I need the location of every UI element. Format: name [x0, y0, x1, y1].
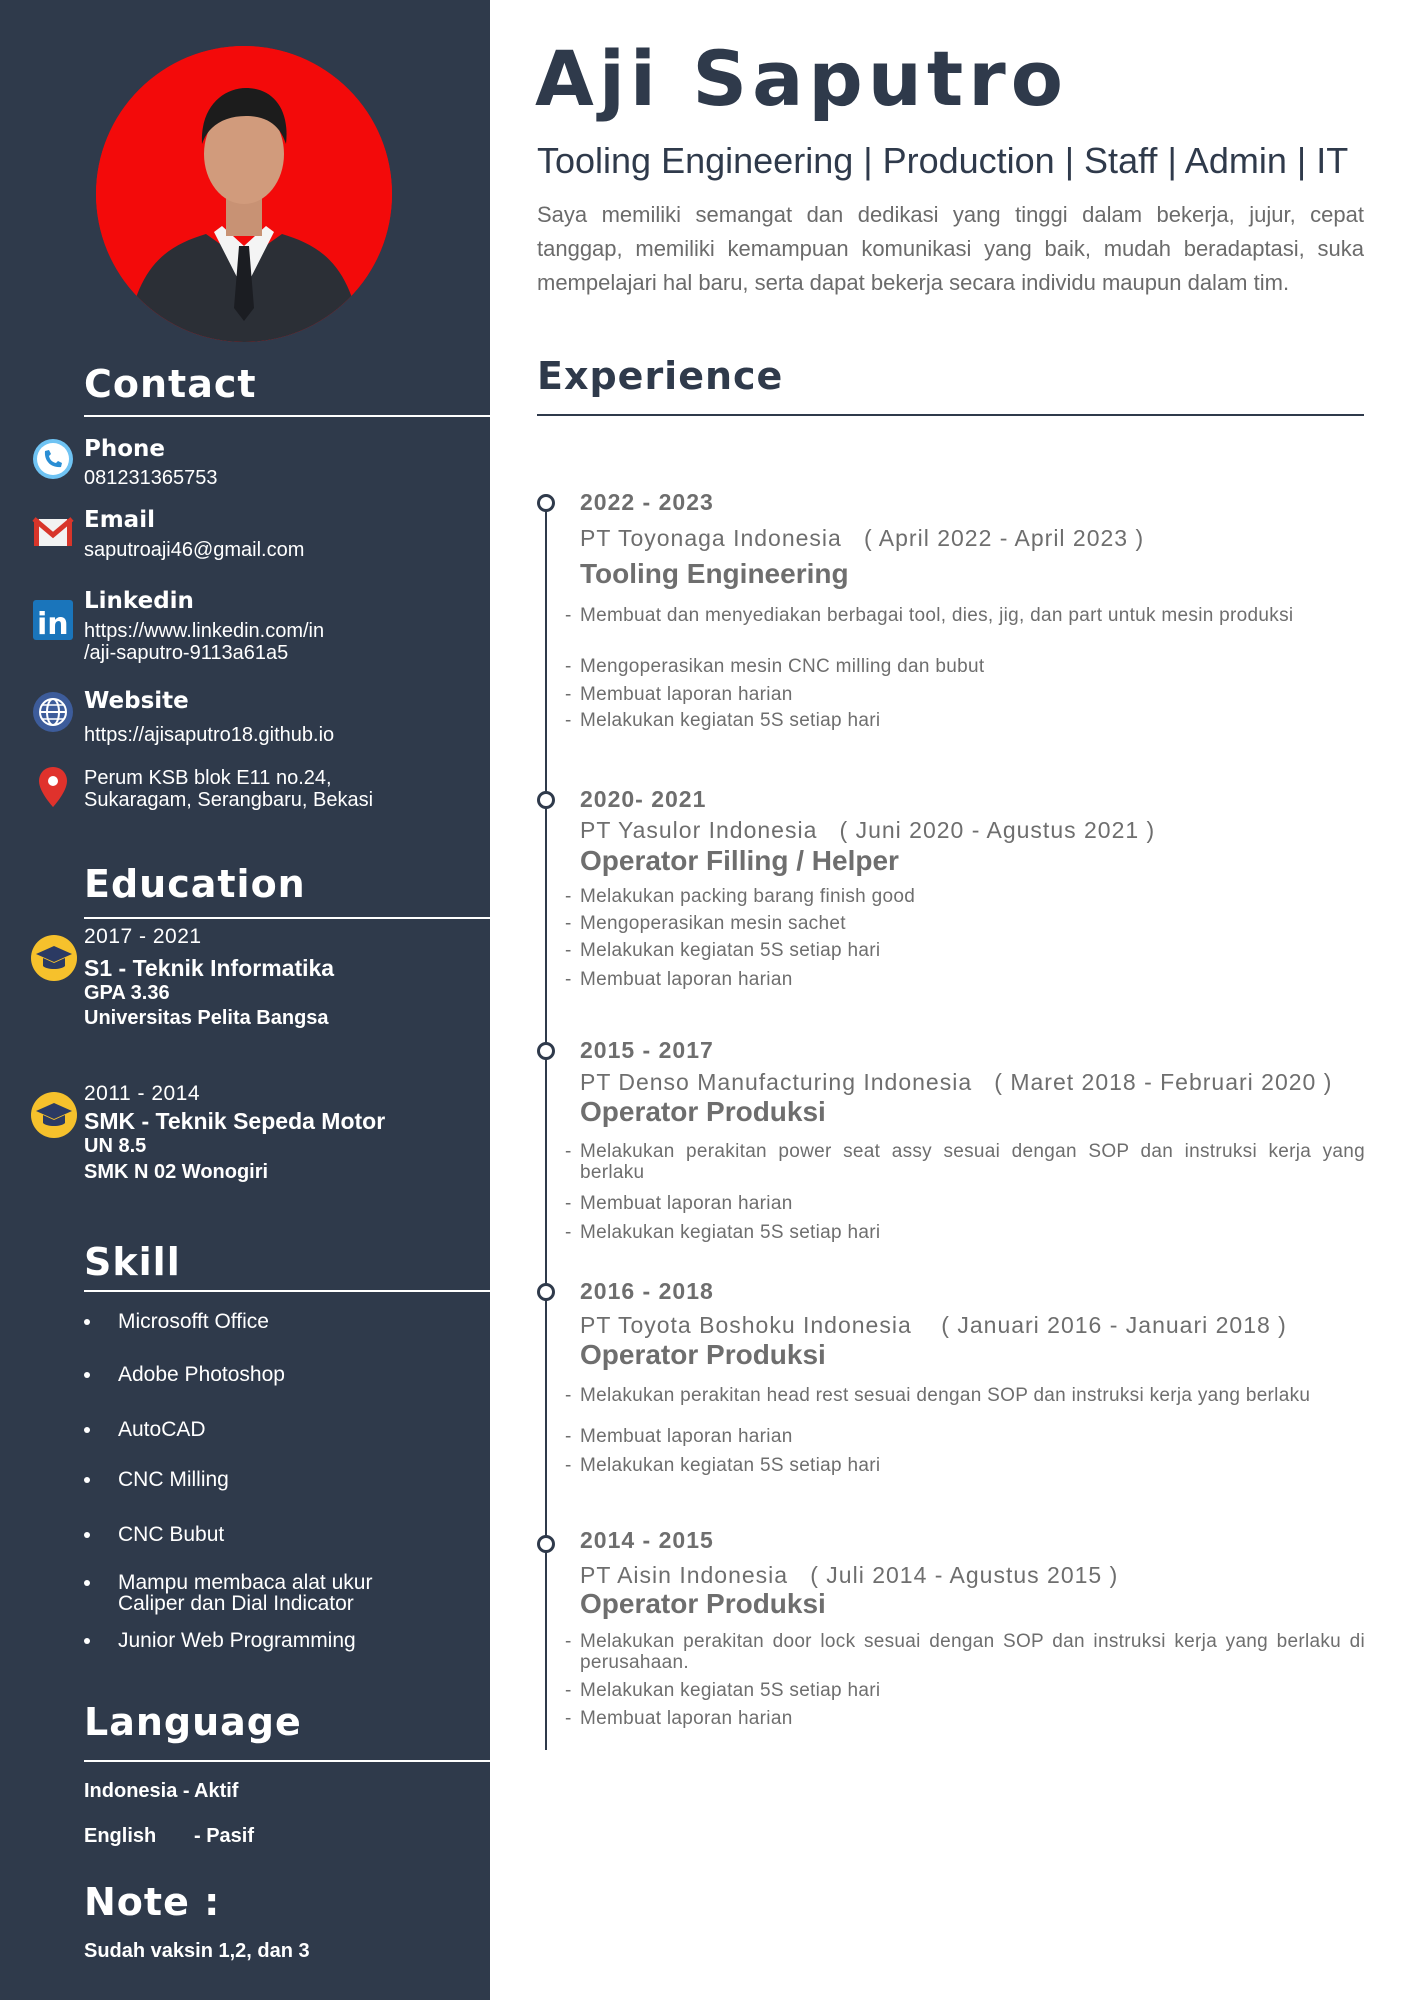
linkedin-icon — [31, 598, 75, 642]
linkedin-url-line2[interactable]: /aji-saputro-9113a61a5 — [84, 642, 289, 664]
education-school-1: Universitas Pelita Bangsa — [84, 1007, 329, 1029]
experience-divider — [537, 414, 1364, 416]
job-bullet: - Melakukan perakitan head rest sesuai dengan SOP dan instruksi kerja yang berlaku — [565, 1385, 1311, 1406]
skill-heading: Skill — [84, 1240, 181, 1284]
job-bullet: - Membuat laporan harian — [565, 969, 793, 990]
graduation-cap-icon — [30, 934, 78, 982]
phone-value[interactable]: 081231365753 — [84, 467, 218, 489]
education-divider — [84, 917, 490, 919]
language-item: Indonesia - Aktif — [84, 1780, 239, 1802]
job-title: Operator Filling / Helper — [580, 845, 899, 876]
email-label: Email — [84, 507, 155, 533]
address-line1: Perum KSB blok E11 no.24, — [84, 767, 332, 789]
education-heading: Education — [84, 862, 306, 906]
job-years: 2014 - 2015 — [580, 1527, 714, 1553]
job-years: 2016 - 2018 — [580, 1278, 714, 1304]
language-item: English - Pasif — [84, 1825, 255, 1847]
location-pin-icon — [31, 765, 75, 809]
candidate-role: Tooling Engineering | Production | Staff | Admin | IT — [537, 140, 1349, 181]
profile-summary: Saya memiliki semangat dan dedikasi yang tinggi dalam bekerja, jujur, cepat tanggap, memiliki kemampuan komunikasi yang baik, mudah beradaptasi, suka mempelajari hal baru, serta dapat bekerja secara individu maupun dalam tim. — [537, 202, 1364, 295]
job-bullet: - Melakukan kegiatan 5S setiap hari — [565, 1222, 881, 1243]
skill-item: Junior Web Programming — [84, 1630, 484, 1651]
job-company: PT Yasulor Indonesia ( Juni 2020 - Agustus 2021 ) — [580, 817, 1156, 843]
skill-item: Adobe Photoshop — [84, 1364, 484, 1385]
job-title: Operator Produksi — [580, 1096, 826, 1127]
job-years: 2022 - 2023 — [580, 489, 714, 515]
job-company: PT Toyonaga Indonesia ( April 2022 - April 2023 ) — [580, 525, 1145, 551]
job-bullet: - Melakukan kegiatan 5S setiap hari — [565, 710, 881, 731]
education-score-1: GPA 3.36 — [84, 982, 170, 1004]
language-heading: Language — [84, 1700, 302, 1744]
job-bullet: - Membuat laporan harian — [565, 1193, 793, 1214]
website-label: Website — [84, 688, 189, 714]
globe-icon — [31, 690, 75, 734]
skill-item: AutoCAD — [84, 1419, 484, 1440]
education-years-2: 2011 - 2014 — [84, 1082, 201, 1105]
timeline-dot — [537, 1283, 555, 1301]
education-years-1: 2017 - 2021 — [84, 925, 202, 948]
website-value[interactable]: https://ajisaputro18.github.io — [84, 724, 335, 746]
job-bullet: - Membuat laporan harian — [565, 684, 793, 705]
job-bullet: - Membuat laporan harian — [565, 1426, 793, 1447]
job-bullet: - Membuat laporan harian — [565, 1708, 793, 1729]
sidebar — [0, 0, 490, 2000]
job-title: Operator Produksi — [580, 1588, 826, 1619]
note-text: Sudah vaksin 1,2, dan 3 — [84, 1940, 310, 1962]
job-company: PT Denso Manufacturing Indonesia ( Maret 2018 - Februari 2020 ) — [580, 1069, 1333, 1095]
contact-divider — [84, 415, 490, 417]
job-years: 2015 - 2017 — [580, 1037, 714, 1063]
skill-item: Microsofft Office — [84, 1311, 484, 1332]
job-years: 2020- 2021 — [580, 786, 707, 812]
email-value[interactable]: saputroaji46@gmail.com — [84, 539, 305, 561]
skill-item: CNC Bubut — [84, 1524, 484, 1545]
job-bullet: - Melakukan kegiatan 5S setiap hari — [565, 1680, 881, 1701]
job-company: PT Toyota Boshoku Indonesia ( Januari 2016 - Januari 2018 ) — [580, 1312, 1287, 1338]
note-heading: Note : — [84, 1880, 221, 1924]
skill-item: Mampu membaca alat ukur — [84, 1572, 484, 1593]
linkedin-label: Linkedin — [84, 588, 194, 614]
job-title: Tooling Engineering — [580, 558, 849, 589]
job-bullet: - Melakukan kegiatan 5S setiap hari — [565, 1455, 881, 1476]
timeline-dot — [537, 791, 555, 809]
address-line2: Sukaragam, Serangbaru, Bekasi — [84, 789, 374, 811]
job-bullet: - Melakukan kegiatan 5S setiap hari — [565, 940, 881, 961]
skill-item-continuation: Caliper dan Dial Indicator — [118, 1592, 354, 1615]
candidate-name: Aji Saputro — [535, 34, 1068, 123]
timeline-dot — [537, 1042, 555, 1060]
graduation-cap-icon — [30, 1091, 78, 1139]
job-bullet: - Mengoperasikan mesin CNC milling dan bubut — [565, 656, 985, 677]
education-degree-1: S1 - Teknik Informatika — [84, 955, 335, 981]
phone-label: Phone — [84, 436, 166, 462]
education-score-2: UN 8.5 — [84, 1135, 147, 1157]
skill-divider — [84, 1290, 490, 1292]
skill-item: CNC Milling — [84, 1469, 484, 1490]
job-bullet: - Membuat dan menyediakan berbagai tool, dies, jig, dan part untuk mesin produksi — [565, 605, 1294, 626]
education-degree-2: SMK - Teknik Sepeda Motor — [84, 1108, 386, 1134]
profile-photo — [96, 46, 392, 342]
experience-heading: Experience — [537, 354, 784, 398]
timeline-dot — [537, 494, 555, 512]
job-bullet: - Melakukan perakitan door lock sesuai dengan SOP dan instruksi kerja yang berlaku di perusahaan. — [565, 1631, 1365, 1673]
job-bullet: - Melakukan packing barang finish good — [565, 886, 916, 907]
job-bullet: - Mengoperasikan mesin sachet — [565, 913, 846, 934]
job-bullet: - Melakukan perakitan power seat assy sesuai dengan SOP dan instruksi kerja yang berlaku — [565, 1141, 1365, 1183]
education-school-2: SMK N 02 Wonogiri — [84, 1161, 269, 1183]
job-title: Operator Produksi — [580, 1339, 826, 1370]
svg-text:in: in — [37, 607, 69, 642]
job-company: PT Aisin Indonesia ( Juli 2014 - Agustus 2015 ) — [580, 1562, 1119, 1588]
email-icon — [31, 510, 75, 554]
experience-timeline — [545, 503, 547, 1750]
linkedin-url-line1[interactable]: https://www.linkedin.com/in — [84, 620, 325, 642]
language-divider — [84, 1760, 490, 1762]
timeline-dot — [537, 1535, 555, 1553]
phone-icon — [31, 437, 75, 481]
contact-heading: Contact — [84, 362, 257, 406]
